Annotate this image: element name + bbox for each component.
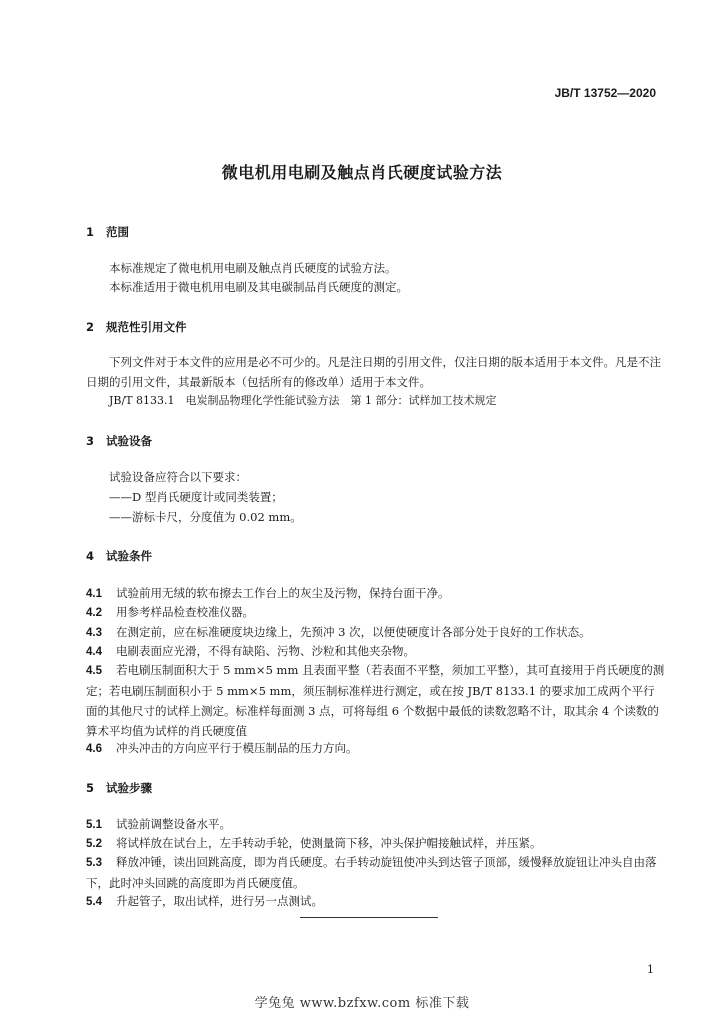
clause-text: 若电刷压制面积大于 5 mm×5 mm 且表面平整（若表面不平整，须加工平整），其可直接用于肖氏硬度的测定；若电刷压制面积小于 5 mm×5 mm，须压制标准样进行测定，或在按 JB/T 8133.1 的要求加工成两个平行面的其他尺寸的试样上测定。标准样每面测 3 点，可将每组 6 个数据中最低的读数忽略不计，取其余 4 个读数的算术平均值为试样的肖氏硬度值 — [86, 663, 665, 738]
clause — [86, 814, 658, 835]
clause — [86, 622, 658, 643]
section-4-heading — [86, 548, 152, 564]
section-number: 2 — [86, 320, 95, 334]
clause-number: 4.5 — [86, 665, 102, 677]
section-3-heading — [86, 433, 152, 449]
document-code: JB/T 13752—2020 — [554, 86, 656, 100]
section-title: 范围 — [106, 225, 129, 239]
clause — [86, 602, 658, 623]
clause-text: 电刷表面应光滑，不得有缺陷、污物、沙粒和其他夹杂物。 — [116, 644, 415, 658]
section-number: 5 — [86, 781, 95, 795]
paragraph: 本标准适用于微电机用电刷及其电碳制品肖氏硬度的测定。 — [109, 280, 408, 294]
watermark-link-text: 学兔兔 www.bzfxw.com 标准下载 — [254, 996, 470, 1011]
clause — [86, 833, 658, 854]
clause-number: 4.2 — [86, 607, 102, 619]
clause-number: 5.3 — [86, 857, 102, 869]
clause-number: 4.6 — [86, 743, 102, 755]
paragraph: 本标准规定了微电机用电刷及触点肖氏硬度的试验方法。 — [109, 261, 397, 275]
section-number: 3 — [86, 434, 95, 448]
clause — [86, 852, 666, 893]
clause — [86, 660, 666, 741]
clause-text: 试验前调整设备水平。 — [116, 817, 231, 831]
document-title: 微电机用电刷及触点肖氏硬度试验方法 — [221, 163, 503, 182]
clause-text: 将试样放在试台上，左手转动手轮，使测量筒下移，冲头保护帽接触试样，并压紧。 — [116, 836, 542, 850]
section-number: 1 — [86, 225, 95, 239]
clause-text: 在测定前，应在标准硬度块边缘上，先预冲 3 次，以便使硬度计各部分处于良好的工作状态。 — [116, 625, 591, 639]
section-title: 试验步骤 — [106, 781, 152, 795]
clause-number: 5.4 — [86, 896, 102, 908]
section-title: 试验设备 — [106, 434, 152, 448]
clause — [86, 641, 658, 662]
clause-text: 冲头冲击的方向应平行于模压制品的压力方向。 — [116, 741, 358, 755]
section-5-heading — [86, 780, 152, 796]
list-item: ——游标卡尺，分度值为 0.02 mm。 — [109, 510, 302, 524]
clause — [86, 583, 658, 604]
clause-text: 试验前用无绒的软布擦去工作台上的灰尘及污物，保持台面干净。 — [116, 586, 450, 600]
section-2-heading — [86, 319, 187, 335]
clause — [86, 891, 658, 912]
clause-number: 4.4 — [86, 646, 102, 658]
section-title: 试验条件 — [106, 549, 152, 563]
paragraph: 试验设备应符合以下要求： — [109, 470, 247, 484]
clause — [86, 738, 658, 759]
clause-number: 5.2 — [86, 838, 102, 850]
paragraph: 下列文件对于本文件的应用是必不可少的。凡是注日期的引用文件，仅注日期的版本适用于本文件。凡是不注日期的引用文件，其最新版本（包括所有的修改单）适用于本文件。 — [86, 355, 661, 389]
page-number: 1 — [647, 963, 654, 976]
clause-number: 5.1 — [86, 819, 102, 831]
end-rule — [300, 917, 438, 918]
clause-number: 4.1 — [86, 588, 102, 600]
list-item: ——D 型肖氏硬度计或同类装置； — [109, 490, 283, 504]
clause-number: 4.3 — [86, 627, 102, 639]
clause-text: 释放冲锤，读出回跳高度，即为肖氏硬度。右手转动旋钮使冲头到达管子顶部，缓慢释放旋钮让冲头自由落下，此时冲头回跳的高度即为肖氏硬度值。 — [86, 855, 657, 890]
section-title: 规范性引用文件 — [106, 320, 187, 334]
normative-reference: JB/T 8133.1 电炭制品物理化学性能试验方法 第 1 部分：试样加工技术规定 — [109, 394, 497, 407]
section-1-heading — [86, 224, 129, 240]
clause-text: 升起管子，取出试样，进行另一点测试。 — [116, 894, 323, 908]
section-number: 4 — [86, 549, 95, 563]
clause-text: 用参考样品检查校准仪器。 — [116, 605, 254, 619]
